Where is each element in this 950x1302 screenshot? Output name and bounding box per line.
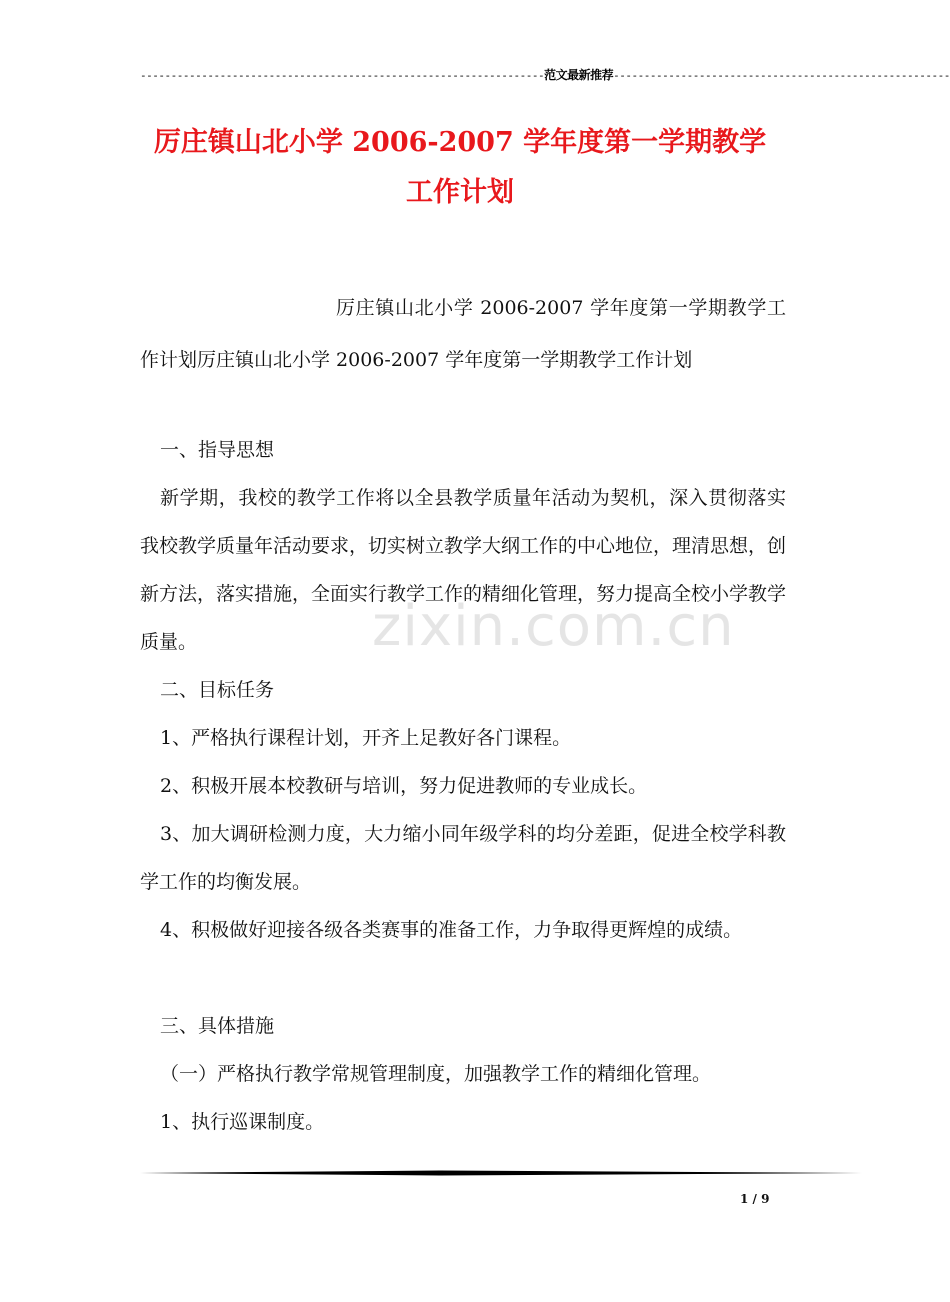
heading-measures: 三、具体措施 <box>160 1015 275 1037</box>
measure-item-1: 1、执行巡课制度。 <box>160 1111 325 1133</box>
intro-paragraph: 厉庄镇山北小学 2006-2007 学年度第一学期教学工作计划厉庄镇山北小学 2006-2007 学年度第一学期教学工作计划 <box>140 297 786 371</box>
header-dash-right: ------------------------------------------------------- <box>613 69 950 82</box>
footer-rule <box>140 1170 862 1176</box>
goal-item-2: 2、积极开展本校教研与培训，努力促进教师的专业成长。 <box>160 775 648 797</box>
heading-guiding-ideology: 一、指导思想 <box>160 439 275 461</box>
title-line-1: 厉庄镇山北小学 2006-2007 学年度第一学期教学 <box>153 127 767 158</box>
document-title <box>140 118 780 218</box>
watermark: zixin.com.cn <box>372 594 735 659</box>
goal-item-4: 4、积极做好迎接各级各类赛事的准备工作，力争取得更辉煌的成绩。 <box>160 919 743 941</box>
measure-subheading-1: （一）严格执行教学常规管理制度，加强教学工作的精细化管理。 <box>160 1063 712 1085</box>
page-number: 1 / 9 <box>740 1192 770 1206</box>
header-label: 范文最新推荐 <box>544 68 614 82</box>
header-dash-left: ------------------------------------------------------------------ <box>140 69 545 82</box>
goal-item-1: 1、严格执行课程计划，开齐上足教好各门课程。 <box>160 727 572 749</box>
heading-goals: 二、目标任务 <box>160 679 275 701</box>
title-line-2: 工作计划 <box>406 177 514 208</box>
paragraph-guiding-ideology: 新学期，我校的教学工作将以全县教学质量年活动为契机，深入贯彻落实我校教学质量年活动要求，切实树立教学大纲工作的中心地位，理清思想，创新方法，落实措施，全面实行教学工作的精细化管理，努力提高全校小学教学质量。 <box>140 487 787 653</box>
goal-item-3: 3、加大调研检测力度，大力缩小同年级学科的均分差距，促进全校学科教学工作的均衡发展。 <box>140 823 786 893</box>
page-header <box>140 66 950 83</box>
